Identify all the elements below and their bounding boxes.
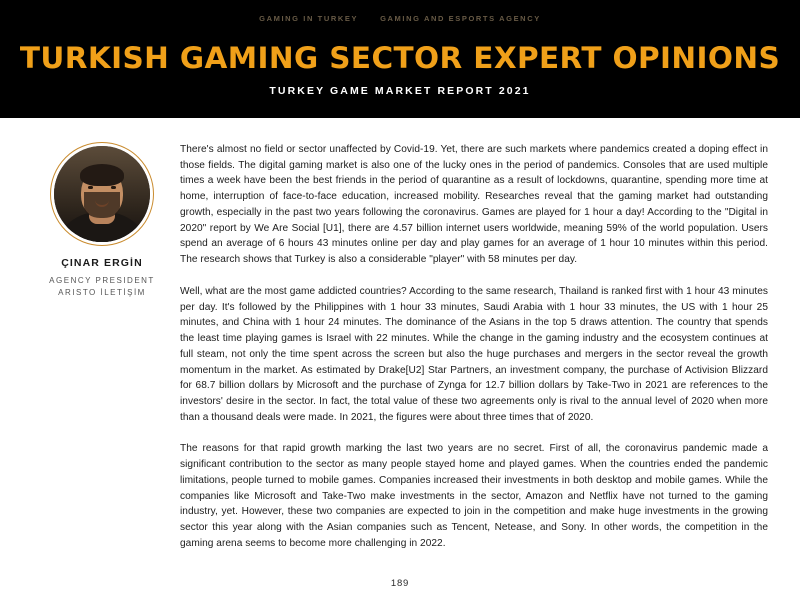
author-profile: [38, 142, 166, 300]
page-title: TURKISH GAMING SECTOR EXPERT OPINIONS: [19, 41, 781, 75]
avatar-ring: [50, 142, 154, 246]
author-name: ÇINAR ERGİN: [61, 257, 143, 269]
author-company: ARISTO İLETİŞİM: [58, 288, 146, 298]
page-number: 189: [390, 578, 410, 589]
article-paragraph: The reasons for that rapid growth marking the last two years are no secret. First of all, the coronavirus pandemic made a significant contribution to the sector as many people stayed home and played games. When the countries ended the pandemic limitations, people turned to mobile games. Companies increased their investments in both desktop and mobile games. While the companies like Microsoft and Take-Two make investments in the sector, Amazon and Netflix have not turned to the gaming industry, yet. However, these two companies are expected to join in the competition and make huge investments in the growing sector this year along with the Asian companies such as Tencent, Netease, and Sony. In other words, the competition in the gaming arena seems to become more challenging in 2022.: [180, 443, 768, 549]
brand-tagline: GAMING AND ESPORTS AGENCY: [380, 14, 541, 23]
brand-name: GAMING IN TURKEY: [259, 14, 359, 23]
header-eyebrow: [0, 14, 800, 23]
article-paragraph: Well, what are the most game addicted countries? According to the same research, Thailand is ranked first with 1 hour 43 minutes per day. It's followed by the Philippines with 1 hour 33 minutes, Saudi Arabia with 1 hour 33 minutes, the US with 1 hour 25 minutes, and China with 1 hour 24 minutes. The dominance of the Asians in the top 5 draws attention. The country that spends the least time playing games is Israel with 22 minutes. While the change in the gaming industry and the ecosystem continues at full steam, not only the time spent across the screen but also the huge purchases and mergers in the sector reveal the growth momentum in the market. As estimated by Drake[U2] Star Partners, an investment company, the purchase of Activision Blizzard for 68.7 billion dollars by Microsoft and the purchase of Zynga for 12.7 billion dollars by Take-Two in 2021 are references to the investors' desire in the sector. In fact, the total value of these two agreements only is rival to the annual level of 2020 when more than a thousand deals were made. In 2021, the figures were about three times that of 2020.: [180, 285, 768, 423]
avatar: [50, 142, 154, 246]
page-subtitle: TURKEY GAME MARKET REPORT 2021: [269, 85, 531, 97]
author-role-title: AGENCY PRESIDENT: [49, 276, 155, 285]
article-paragraph: There's almost no field or sector unaffected by Covid-19. Yet, there are such markets where pandemics created a doping effect in those fields. The digital gaming market is also one of the lucky ones in the period of pandemics. Consoles that are used multiple times a week have been the best friends in the period of quarantine as a result of lockdowns, quarantine, spending more time at home, interruption of face-to-face education, increased mobility. Researches reveal that the gaming market had outstanding growth, especially in the past two years following the coronavirus. Games are played for 1 hour a day! According to the "Digital in 2020" report by We Are Social [U1], there are 4.57 billion internet users worldwide, meaning 59% of the world population. Users spend an average of 6 hours 43 minutes online per day and play games for an average of 1 hour 10 minutes within this period. The research shows that Turkey is also a considerable "player" with 58 minutes per day.: [180, 144, 768, 266]
page-header: [0, 0, 800, 118]
article-body: [180, 142, 768, 552]
author-role: [38, 275, 166, 300]
